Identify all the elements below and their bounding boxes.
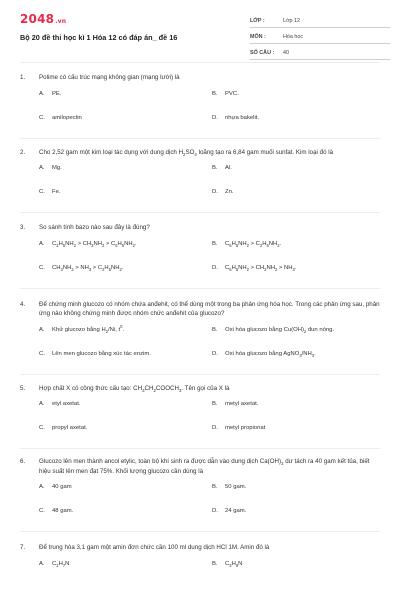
question-number: 7.	[20, 544, 26, 551]
option-text: Lên men glucozo bằng xúc tác enzim.	[52, 350, 151, 357]
option-letter: C.	[39, 264, 45, 271]
answer-option-b[interactable]	[212, 560, 385, 574]
option-text: Zn.	[225, 189, 234, 195]
option-letter: A.	[39, 240, 45, 247]
answer-options	[39, 240, 400, 278]
option-letter: C.	[39, 508, 45, 514]
option-text: PVC.	[225, 90, 239, 97]
question-header	[0, 300, 400, 319]
option-text: $C_6H_5NH_2 > CH_3NH_2 > NH_3$.	[225, 264, 297, 272]
question-divider	[20, 531, 380, 532]
answer-row	[39, 507, 400, 521]
answer-option-a[interactable]	[39, 560, 212, 574]
question-number: 6.	[20, 458, 26, 465]
option-letter: B.	[212, 401, 218, 407]
option-text: amilopectin	[52, 114, 82, 121]
option-text: metyl propionat	[225, 425, 266, 431]
answer-options	[39, 323, 400, 364]
option-letter: D.	[212, 350, 218, 357]
answer-option-d[interactable]	[212, 424, 385, 438]
option-text: $C_3H_9N$	[225, 560, 243, 568]
answer-row	[39, 240, 400, 254]
option-letter: D.	[212, 425, 218, 431]
answer-option-b[interactable]	[212, 400, 385, 414]
answer-option-d[interactable]	[212, 114, 385, 128]
option-letter: D.	[212, 114, 218, 121]
answer-option-b[interactable]	[212, 90, 385, 104]
answer-option-c[interactable]	[39, 424, 212, 438]
option-letter: D.	[212, 264, 218, 271]
option-letter: D.	[212, 508, 218, 514]
answer-option-d[interactable]	[212, 188, 385, 202]
option-text: etyl axetat.	[52, 401, 81, 407]
meta-row-subject	[250, 30, 390, 44]
question-text: Để trung hòa 3,1 gam một amin đơn chức cần 100 ml dung dịch HCl 1M. Amin đó là	[39, 544, 270, 551]
option-letter: D.	[212, 189, 218, 195]
option-letter: A.	[39, 326, 45, 333]
question-number: 4.	[20, 300, 26, 308]
question-divider	[20, 138, 380, 139]
answer-option-c[interactable]	[39, 264, 212, 278]
option-letter: B.	[212, 90, 218, 97]
question-number: 3.	[20, 224, 26, 231]
question-header	[0, 223, 400, 233]
question-text: Hợp chất X có công thức cấu tạo: $CH_3CH_2COOCH_3$. Tên gọi của X là	[39, 384, 230, 393]
option-letter: A.	[39, 560, 45, 567]
option-letter: C.	[39, 189, 45, 195]
answer-row	[39, 483, 400, 497]
answer-option-d[interactable]	[212, 350, 385, 364]
answer-options	[39, 560, 400, 574]
option-letter: B.	[212, 484, 218, 490]
question-text: Glucozo lên men thành ancol etylic, toàn bộ khí sinh ra được dẫn vào dung dịch $Ca(OH)_2$ dư tách ra 40 gam kết tủa, biết hiệu suất lên men đạt 75%. Khối lượng glucozo cần dùng là	[39, 458, 370, 475]
meta-value: Lớp 12	[283, 17, 301, 24]
answer-option-a[interactable]	[39, 164, 212, 178]
answer-options	[39, 400, 400, 438]
answer-option-a[interactable]	[39, 323, 212, 340]
option-text: 50 gam.	[225, 484, 247, 490]
question-item	[0, 148, 400, 203]
question-number: 2.	[20, 148, 26, 156]
question-header	[0, 148, 400, 158]
answer-option-a[interactable]	[39, 400, 212, 414]
question-divider	[20, 288, 380, 289]
option-text: $C_2H_5NH_2 > CH_3NH_2 > C_6H_5NH_2$.	[52, 240, 137, 248]
option-text: $C_2H_7N$	[52, 560, 70, 568]
question-text: Polime có cấu trúc mạng không gian (mạng lưới) là	[39, 74, 180, 81]
option-text: 24 gam.	[225, 508, 247, 514]
meta-label: SỐ CÂU :	[250, 49, 275, 56]
document-title: Bộ 20 đề thi học kì 1 Hóa 12 có đáp án_ đề 16	[20, 33, 178, 42]
question-divider	[20, 374, 380, 375]
question-text: Cho 2,52 gam một kim loại tác dụng với dung dịch $H_2SO_4$ loãng tạo ra 6,84 gam muối sunfat. Kim loại đó là	[39, 148, 334, 157]
answer-options	[39, 164, 400, 202]
answer-row	[39, 188, 400, 202]
question-number: 5.	[20, 384, 26, 392]
question-item	[0, 457, 400, 521]
question-header	[0, 384, 400, 394]
answer-row	[39, 400, 400, 414]
answer-option-b[interactable]	[212, 326, 385, 340]
answer-option-b[interactable]	[212, 483, 385, 497]
page-header	[0, 0, 400, 62]
option-letter: C.	[39, 425, 45, 431]
option-text: 40 gam	[52, 484, 72, 490]
answer-options	[39, 90, 400, 128]
answer-option-c[interactable]	[39, 188, 212, 202]
question-item	[0, 73, 400, 128]
question-header	[0, 457, 400, 476]
question-divider	[20, 448, 380, 449]
answer-row	[39, 560, 400, 574]
answer-row	[39, 323, 400, 340]
answer-row	[39, 264, 400, 278]
question-header	[0, 543, 400, 553]
meta-row-count	[250, 46, 390, 60]
question-text: Để chứng minh glucozo có nhóm chứa anđehit, có thể dùng một trong ba phản ứng hóa học. Trong các phản ứng sau, phản ứng nào không chứng minh được nhóm chức anđehit của glucozo?	[39, 300, 380, 317]
question-header	[0, 73, 400, 83]
option-text: Al.	[225, 165, 232, 171]
question-list	[0, 63, 400, 574]
answer-row	[39, 114, 400, 128]
meta-label: MÔN :	[250, 33, 266, 40]
answer-options	[39, 483, 400, 521]
option-text: Fe.	[52, 189, 61, 195]
option-letter: A.	[39, 401, 45, 407]
question-text: So sánh tính bazo nào sau đây là đúng?	[39, 224, 150, 231]
answer-option-a[interactable]	[39, 240, 212, 254]
answer-row	[39, 164, 400, 178]
answer-option-d[interactable]	[212, 507, 385, 521]
answer-option-c[interactable]	[39, 507, 212, 521]
question-item	[0, 223, 400, 278]
answer-option-c[interactable]	[39, 350, 212, 364]
option-text: $CH_3NH_2 > NH_3 > C_2H_5NH_2$.	[52, 264, 124, 272]
option-text: Oxi hóa glucozo bằng $Cu(OH)_2$ đun nóng.	[225, 326, 335, 334]
option-letter: B.	[212, 165, 218, 171]
option-letter: C.	[39, 114, 45, 121]
option-letter: A.	[39, 90, 45, 97]
option-letter: B.	[212, 560, 218, 567]
option-text: metyl axetat.	[225, 401, 259, 407]
answer-option-a[interactable]	[39, 483, 212, 497]
option-text: $C_6H_5NH_2 > C_2H_5NH_2$.	[225, 240, 282, 248]
option-letter: C.	[39, 350, 45, 357]
answer-row	[39, 90, 400, 104]
question-item	[0, 384, 400, 439]
answer-row	[39, 350, 400, 364]
option-text: propyl axetat.	[52, 425, 88, 431]
meta-label: LỚP :	[250, 17, 265, 24]
logo-suffix: .vn	[55, 18, 67, 25]
answer-option-d[interactable]	[212, 264, 385, 278]
question-item	[0, 543, 400, 574]
answer-option-a[interactable]	[39, 90, 212, 104]
option-text: Oxi hóa glucozo bằng $AgNO_3/NH_3$.	[225, 350, 316, 358]
option-text: Khử glucozo bằng $H_2/Ni$, $t^0$.	[52, 323, 125, 334]
site-logo[interactable]	[20, 12, 66, 26]
option-letter: B.	[212, 240, 218, 247]
question-item	[0, 300, 400, 364]
meta-value: 40	[283, 49, 289, 56]
question-divider	[20, 212, 380, 213]
meta-value: Hóa học	[283, 33, 304, 40]
option-letter: B.	[212, 326, 218, 333]
option-text: Mg.	[52, 165, 62, 171]
logo-text: 2048	[20, 12, 55, 26]
option-letter: A.	[39, 484, 45, 490]
answer-option-b[interactable]	[212, 240, 385, 254]
question-number: 1.	[20, 74, 26, 81]
meta-row-class	[250, 14, 390, 28]
option-text: PE.	[52, 90, 62, 97]
answer-option-b[interactable]	[212, 164, 385, 178]
answer-option-c[interactable]	[39, 114, 212, 128]
option-letter: A.	[39, 165, 45, 171]
answer-row	[39, 424, 400, 438]
option-text: 48 gam.	[52, 508, 74, 514]
exam-meta-panel	[250, 14, 390, 62]
option-text: nhựa bakelit.	[225, 114, 260, 121]
